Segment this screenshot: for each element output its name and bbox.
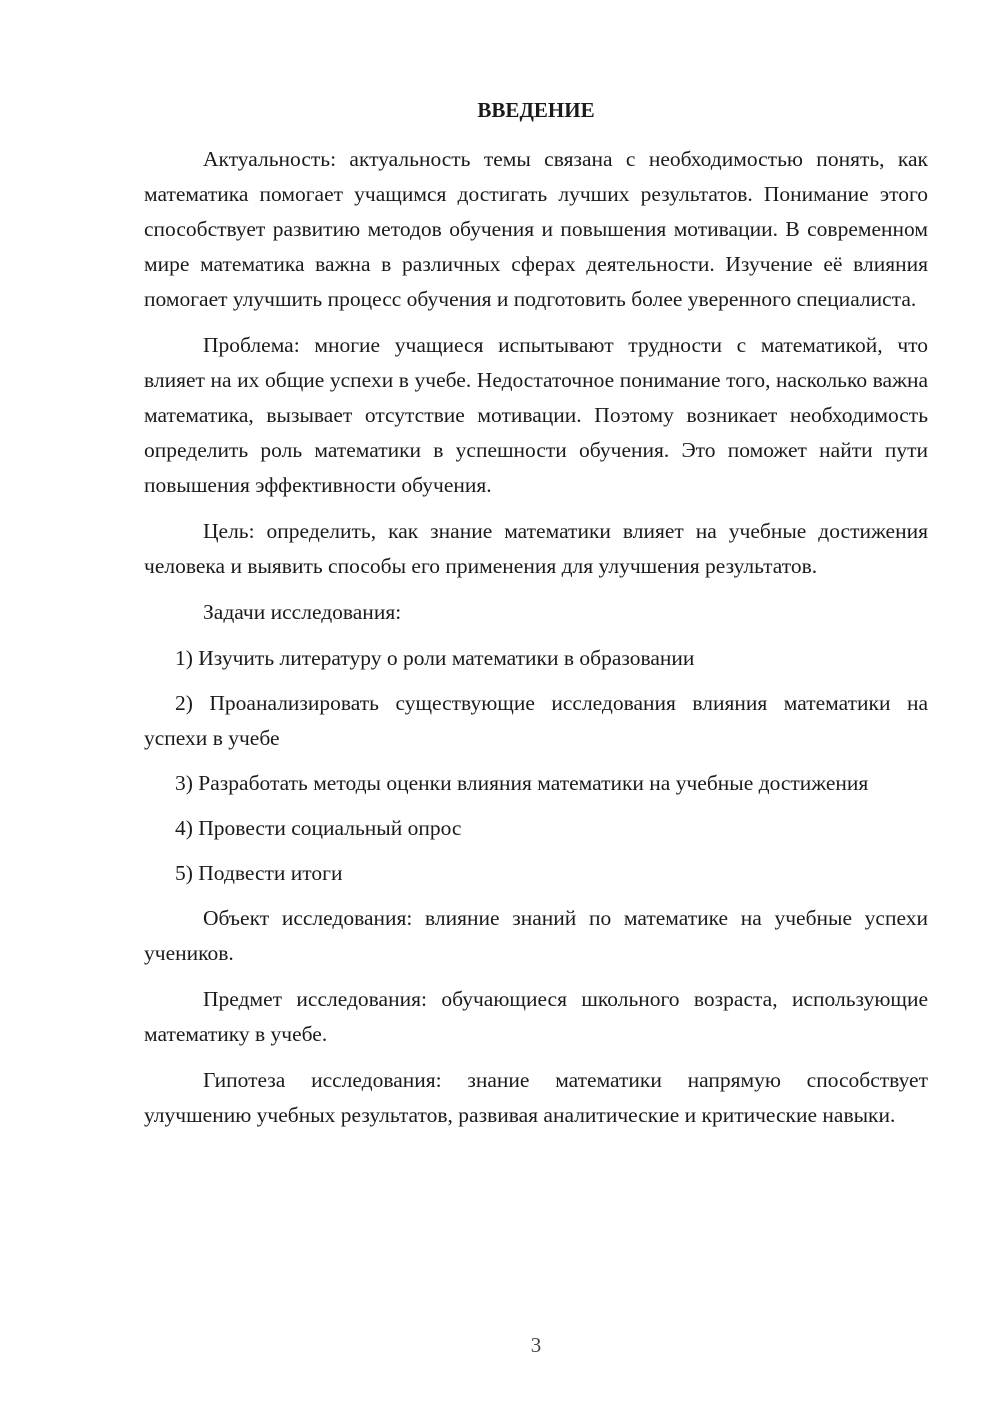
paragraph-object: Объект исследования: влияние знаний по математике на учебные успехи учеников. bbox=[144, 906, 928, 965]
list-item: 1) Изучить литературу о роли математики в образовании bbox=[175, 646, 695, 670]
list-item: 4) Провести социальный опрос bbox=[175, 816, 462, 840]
page-heading: ВВЕДЕНИЕ bbox=[477, 98, 595, 122]
paragraph-hypothesis: Гипотеза исследования: знание математики напрямую способствует улучшению учебных результатов, развивая аналитические и критические навыки. bbox=[144, 1068, 928, 1127]
list-item: 5) Подвести итоги bbox=[175, 861, 343, 885]
paragraph-relevance: Актуальность: актуальность темы связана с необходимостью понять, как математика помогает учащимся достигать лучших результатов. Понимание этого способствует развитию методов обучения и повышения мотивации. В современном мире математика важна в различных сферах деятельности. Изучение её влияния помогает улучшить процесс обучения и подготовить более уверенного специалиста. bbox=[144, 147, 928, 311]
paragraph-tasks-title: Задачи исследования: bbox=[203, 600, 402, 624]
tasks-list bbox=[144, 641, 928, 891]
list-item: 2) Проанализировать существующие исследования влияния математики на успехи в учебе bbox=[144, 691, 928, 750]
list-item: 3) Разработать методы оценки влияния математики на учебные достижения bbox=[175, 771, 869, 795]
paragraph-problem: Проблема: многие учащиеся испытывают трудности с математикой, что влияет на их общие успехи в учебе. Недостаточное понимание того, насколько важна математика, вызывает отсутствие мотивации. Поэтому возникает необходимость определить роль математики в успешности обучения. Это поможет найти пути повышения эффективности обучения. bbox=[144, 333, 928, 497]
page-content bbox=[144, 92, 928, 1144]
paragraph-subject: Предмет исследования: обучающиеся школьного возраста, использующие математику в учебе. bbox=[144, 987, 928, 1046]
page-number: 3 bbox=[530, 1333, 542, 1357]
paragraph-goal: Цель: определить, как знание математики влияет на учебные достижения человека и выявить способы его применения для улучшения результатов. bbox=[144, 519, 928, 578]
